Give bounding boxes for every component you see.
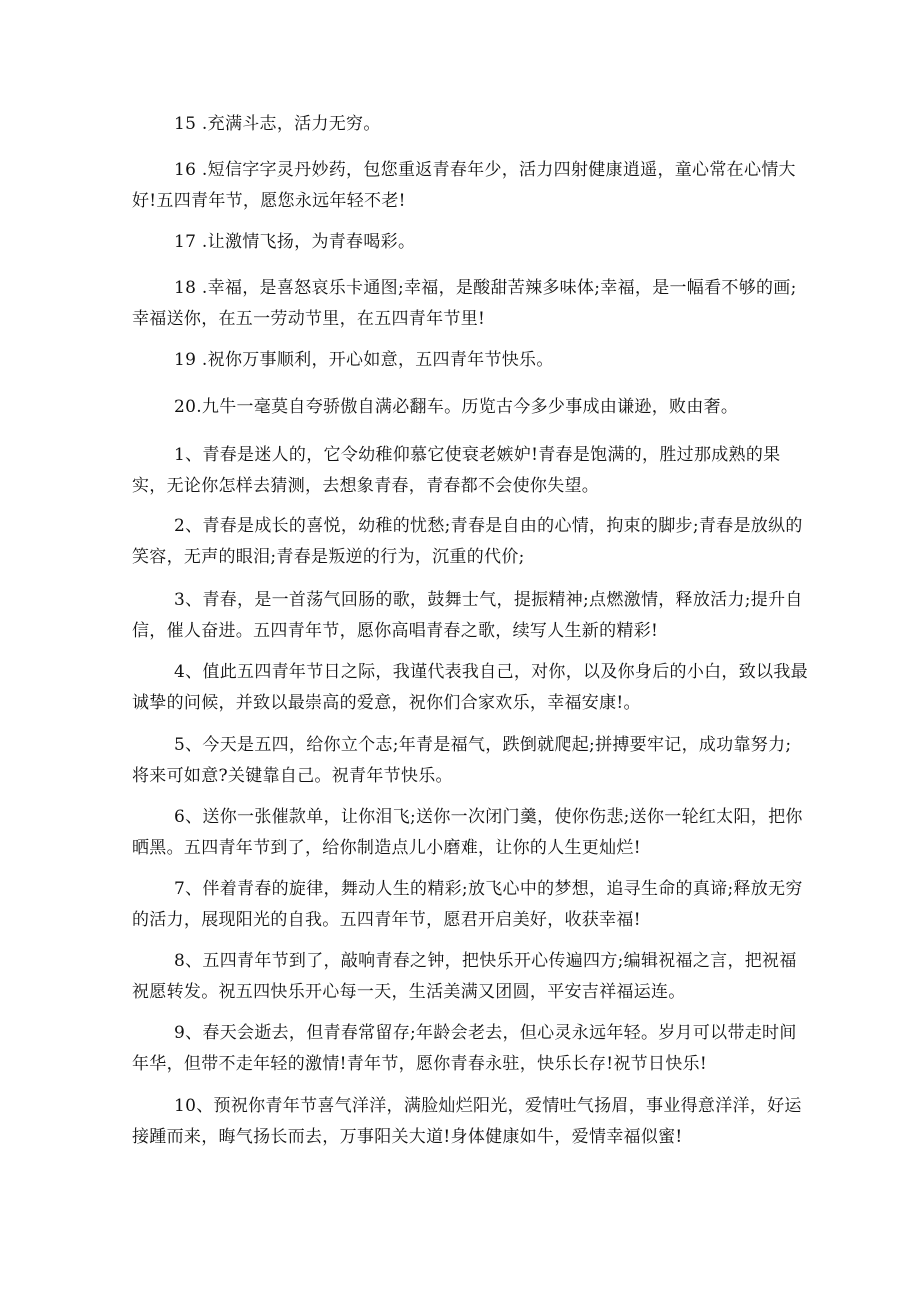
paragraph-6: 6、送你一张催款单，让你泪飞;送你一次闭门羹，使你伤悲;送你一轮红太阳，把你晒黑。五四青年节到了，给你制造点儿小磨难，让你的人生更灿烂! — [132, 807, 803, 858]
paragraph-4: 4、值此五四青年节日之际，我谨代表我自己，对你，以及你身后的小白，致以我最诚挚的问候，并致以最崇高的爱意，祝你们合家欢乐，幸福安康!。 — [132, 662, 808, 713]
paragraph-1: 1、青春是迷人的，它令幼稚仰慕它使衰老嫉妒!青春是饱满的，胜过那成熟的果实，无论你怎样去猜测，去想象青春，青春都不会使你失望。 — [132, 445, 781, 496]
paragraph-2: 2、青春是成长的喜悦，幼稚的忧愁;青春是自由的心情，拘束的脚步;青春是放纵的笑容，无声的眼泪;青春是叛逆的行为，沉重的代价; — [132, 516, 803, 567]
paragraph-3: 3、青春，是一首荡气回肠的歌，鼓舞士气，提振精神;点燃激情，释放活力;提升自信，催人奋进。五四青年节，愿你高唱青春之歌，续写人生新的精彩! — [132, 590, 803, 641]
paragraph-17: 17 .让激情飞扬，为青春喝彩。 — [174, 232, 416, 252]
paragraph-10: 10、预祝你青年节喜气洋洋，满脸灿烂阳光，爱情吐气扬眉，事业得意洋洋，好运接踵而来，晦气扬长而去，万事阳关大道!身体健康如牛，爱情幸福似蜜! — [132, 1096, 802, 1147]
paragraph-9: 9、春天会逝去，但青春常留存;年龄会老去，但心灵永远年轻。岁月可以带走时间年华，但带不走年轻的激情!青年节，愿你青春永驻，快乐长存!祝节日快乐! — [132, 1023, 797, 1074]
paragraph-16: 16 .短信字字灵丹妙药，包您重返青春年少，活力四射健康逍遥，童心常在心情大好!五四青年节，愿您永远年轻不老! — [132, 160, 796, 211]
paragraph-15: 15 .充满斗志，活力无穷。 — [174, 114, 381, 134]
paragraph-20: 20.九牛一毫莫自夸骄傲自满必翻车。历览古今多少事成由谦逊，败由奢。 — [174, 397, 739, 417]
paragraph-19: 19 .祝你万事顺利，开心如意，五四青年节快乐。 — [174, 350, 554, 370]
paragraph-5: 5、今天是五四，给你立个志;年青是福气，跌倒就爬起;拼搏要牢记，成功靠努力;将来可如意?关键靠自己。祝青年节快乐。 — [132, 735, 792, 786]
paragraph-7: 7、伴着青春的旋律，舞动人生的精彩;放飞心中的梦想，追寻生命的真谛;释放无穷的活力，展现阳光的自我。五四青年节，愿君开启美好，收获幸福! — [132, 879, 803, 930]
paragraph-8: 8、五四青年节到了，敲响青春之钟，把快乐开心传遍四方;编辑祝福之言，把祝福祝愿转发。祝五四快乐开心每一天，生活美满又团圆，平安吉祥福运连。 — [132, 951, 797, 1002]
paragraph-18: 18 .幸福，是喜怒哀乐卡通图;幸福，是酸甜苦辣多味体;幸福，是一幅看不够的画;幸福送你，在五一劳动节里，在五四青年节里! — [132, 278, 797, 329]
